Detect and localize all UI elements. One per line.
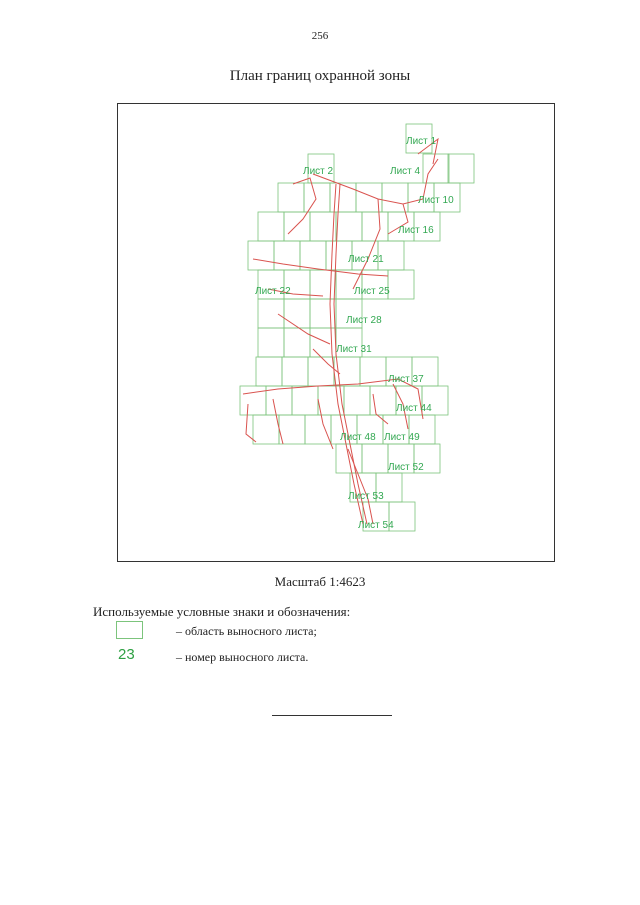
sheet-label: Лист 48 bbox=[340, 432, 376, 443]
sheet-area bbox=[240, 386, 266, 415]
sheet-area bbox=[310, 299, 336, 328]
page-title: План границ охранной зоны bbox=[229, 68, 411, 84]
sheet-label: Лист 54 bbox=[358, 520, 394, 531]
scale-text: Масштаб 1:4623 bbox=[274, 574, 366, 589]
sheet-label: Лист 31 bbox=[336, 344, 372, 355]
sheet-area bbox=[248, 241, 274, 270]
sheet-area bbox=[336, 212, 362, 241]
page-number: 256 bbox=[311, 30, 329, 42]
legend-area-swatch bbox=[116, 621, 143, 639]
footer-divider bbox=[272, 715, 392, 716]
sheet-label: Лист 53 bbox=[348, 491, 384, 502]
sheet-label: Лист 22 bbox=[255, 286, 291, 297]
sheet-area bbox=[310, 270, 336, 299]
sheet-area bbox=[279, 415, 305, 444]
sheet-label: Лист 16 bbox=[398, 225, 434, 236]
sheet-label: Лист 4 bbox=[390, 166, 421, 177]
sheet-area bbox=[362, 212, 388, 241]
sheet-label: Лист 37 bbox=[388, 374, 424, 385]
sheet-area bbox=[282, 357, 308, 386]
legend-area-text: – область выносного листа; bbox=[176, 624, 317, 638]
sheet-label: Лист 1 bbox=[406, 136, 437, 147]
sheet-label: Лист 2 bbox=[303, 166, 334, 177]
sheet-label: Лист 28 bbox=[346, 315, 382, 326]
sheet-label: Лист 21 bbox=[348, 254, 384, 265]
sheet-label: Лист 25 bbox=[354, 286, 390, 297]
sheet-area bbox=[330, 183, 356, 212]
sheet-labels bbox=[255, 136, 454, 531]
sheet-area bbox=[310, 212, 336, 241]
sheet-area bbox=[362, 444, 388, 473]
sheet-area bbox=[258, 212, 284, 241]
sheet-area bbox=[284, 212, 310, 241]
sheet-label: Лист 10 bbox=[418, 195, 454, 206]
sheet-label: Лист 52 bbox=[388, 462, 424, 473]
map-canvas bbox=[118, 104, 556, 563]
sheet-area bbox=[258, 299, 284, 328]
sheet-area bbox=[292, 386, 318, 415]
sheet-area bbox=[258, 328, 284, 357]
sheet-area bbox=[308, 357, 334, 386]
sheet-area bbox=[448, 154, 474, 183]
sheet-area bbox=[304, 183, 330, 212]
sheet-area bbox=[278, 183, 304, 212]
sheet-area bbox=[253, 415, 279, 444]
sheet-label: Лист 49 bbox=[384, 432, 420, 443]
legend-heading: Используемые условные знаки и обозначения: bbox=[93, 604, 351, 619]
sheet-grid bbox=[240, 124, 474, 531]
sheet-area bbox=[284, 299, 310, 328]
legend-number-text: – номер выносного листа. bbox=[176, 650, 309, 664]
sheet-area bbox=[256, 357, 282, 386]
map-frame bbox=[117, 103, 555, 562]
legend-number-sample: 23 bbox=[118, 646, 135, 663]
sheet-area bbox=[305, 415, 331, 444]
sheet-area bbox=[300, 241, 326, 270]
sheet-label: Лист 44 bbox=[396, 403, 432, 414]
sheet-area bbox=[344, 386, 370, 415]
sheet-area bbox=[388, 270, 414, 299]
